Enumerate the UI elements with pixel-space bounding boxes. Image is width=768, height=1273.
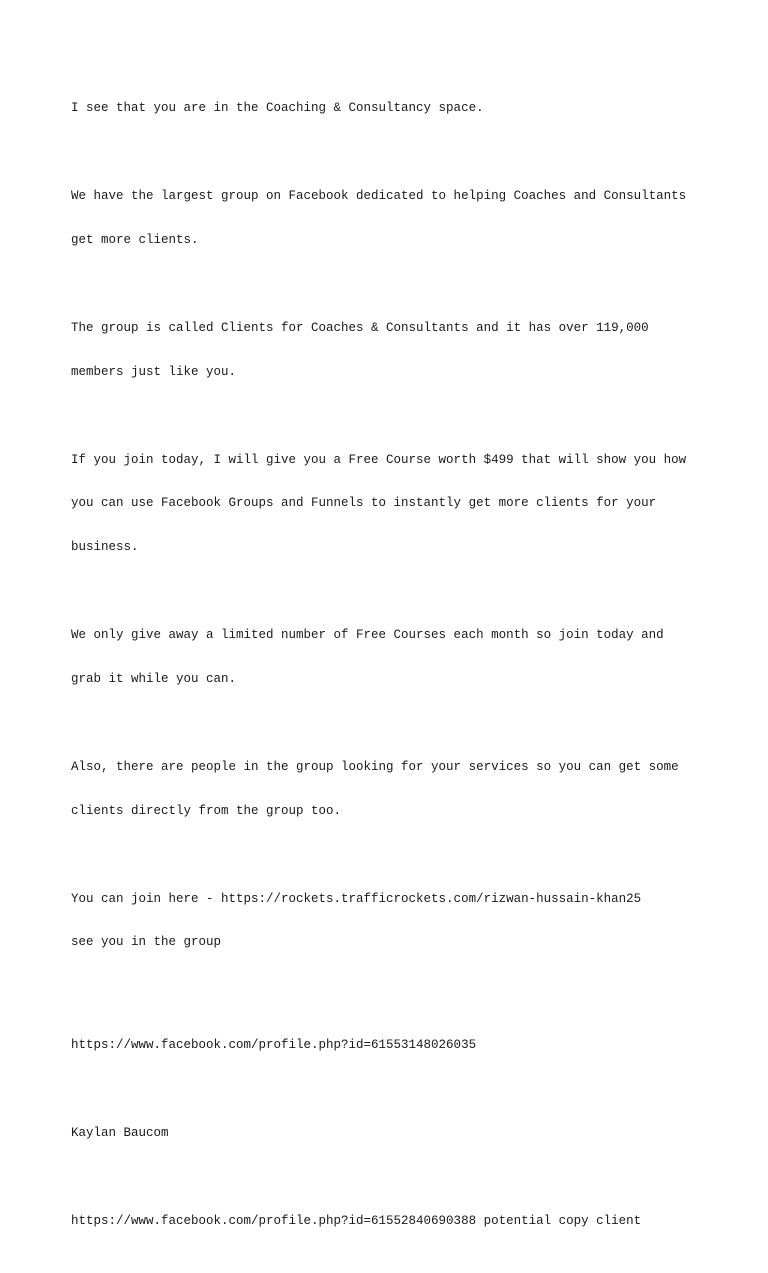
text-line: I see that you are in the Coaching & Consultancy space. <box>71 101 484 116</box>
text-line: business. <box>71 540 139 555</box>
text-line: We have the largest group on Facebook dedicated to helping Coaches and Consultants <box>71 189 687 204</box>
text-line: see you in the group <box>71 935 222 950</box>
profile-url-text: https://www.facebook.com/profile.php?id=61553148026035 <box>71 1038 477 1053</box>
text-line: Also, there are people in the group looking for your services so you can get some <box>71 759 679 774</box>
paragraph-services <box>71 731 711 848</box>
person-name-text: Kaylan Baucom <box>71 1126 169 1141</box>
text-line: We only give away a limited number of Free Courses each month so join today and <box>71 628 664 643</box>
paragraph-join-link <box>71 863 711 980</box>
paragraph-group-name <box>71 292 711 409</box>
paragraph-free-course <box>71 423 711 584</box>
join-link-text: You can join here - https://rockets.trafficrockets.com/rizwan-hussain-khan25 <box>71 891 642 906</box>
paragraph-limited-offer <box>71 599 711 716</box>
text-line: If you join today, I will give you a Free Course worth $499 that will show you how <box>71 452 687 467</box>
paragraph-profile-url-1 <box>71 1009 711 1082</box>
profile-url-text: https://www.facebook.com/profile.php?id=61552840690388 potential copy client <box>71 1214 642 1229</box>
text-line: The group is called Clients for Coaches & Consultants and it has over 119,000 <box>71 320 649 335</box>
paragraph-person-name <box>71 1097 711 1170</box>
text-line: grab it while you can. <box>71 671 237 686</box>
text-line: members just like you. <box>71 364 237 379</box>
paragraph-profile-url-2 <box>71 1185 711 1258</box>
paragraph-intro <box>71 72 711 145</box>
text-line: clients directly from the group too. <box>71 803 342 818</box>
text-line: you can use Facebook Groups and Funnels to instantly get more clients for your <box>71 496 657 511</box>
paragraph-largest-group <box>71 160 711 277</box>
document-body <box>71 72 711 1273</box>
text-line: get more clients. <box>71 232 199 247</box>
